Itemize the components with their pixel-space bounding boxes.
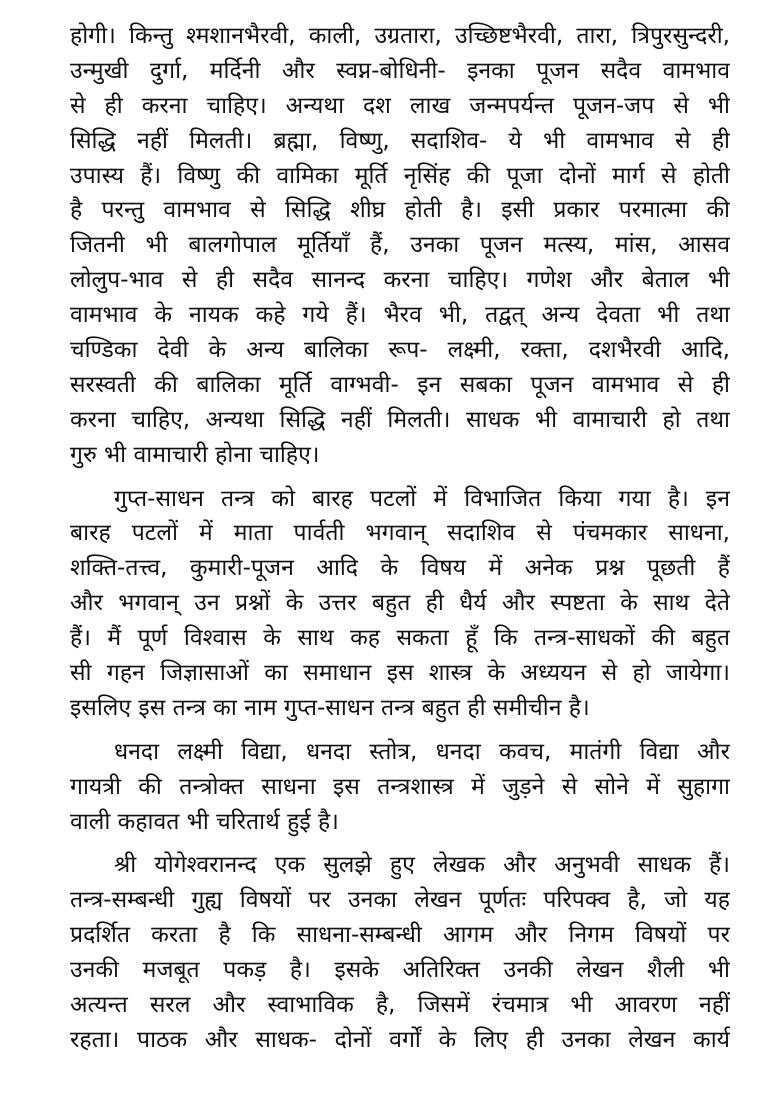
text-line: हैं। मैं पूर्ण विश्वास के साथ कह सकता हूँ कि तन्त्र-साधकों की बहुत: [70, 625, 730, 652]
paragraph-gap: [70, 839, 730, 848]
text-line: तन्त्र-सम्बन्धी गुह्य विषयों पर उनका लेखन पूर्णतः परिपक्व है, जो यह: [70, 887, 730, 914]
text-line: जितनी भी बालगोपाल मूर्तियाँ हैं, उनका पूजन मत्स्य, मांस, आसव: [70, 232, 730, 259]
text-line: बारह पटलों में माता पार्वती भगवान् सदाशिव से पंचमकार साधना,: [70, 520, 730, 547]
text-line: श्री योगेश्वरानन्द एक सुलझे हुए लेखक और अनुभवी साधक हैं।: [114, 852, 730, 879]
text-line: उपास्य हैं। विष्णु की वामिका मूर्ति नृसिंह की पूजा दोनों मार्ग से होती: [70, 162, 730, 189]
text-line: और भगवान् उन प्रश्नों के उत्तर बहुत ही धैर्य और स्पष्टता के साथ देते: [70, 590, 730, 617]
text-line: होगी। किन्तु श्मशानभैरवी, काली, उग्रतारा, उच्छिष्टभैरवी, तारा, त्रिपुरसुन्दरी,: [70, 23, 730, 49]
text-line: धनदा लक्ष्मी विद्या, धनदा स्तोत्र, धनदा कवच, मातंगी विद्या और: [114, 738, 730, 765]
paragraph-dhanada: [70, 735, 730, 840]
text-line: अत्यन्त सरल और स्वाभाविक है, जिसमें रंचमात्र भी आवरण नहीं: [70, 992, 730, 1019]
text-line: रहता। पाठक और साधक- दोनों वर्गों के लिए ही उनका लेखन कार्य: [70, 1026, 730, 1053]
paragraph-gupta-sadhana: [70, 482, 730, 726]
text-line: लोलुप-भाव से ही सदैव सानन्द करना चाहिए। गणेश और बेताल भी: [70, 267, 730, 294]
text-line: करना चाहिए, अन्यथा सिद्धि नहीं मिलती। साधक भी वामाचारी हो तथा: [70, 406, 730, 433]
text-line: गायत्री की तन्त्रोक्त साधना इस तन्त्रशास्त्र में जुड़ने से सोने में सुहागा: [70, 773, 730, 800]
text-line: वामभाव के नायक कहे गये हैं। भैरव भी, तद्वत् अन्य देवता भी तथा: [70, 302, 730, 329]
text-line: सरस्वती की बालिका मूर्ति वाग्भवी- इन सबका पूजन वामभाव से ही: [70, 371, 730, 398]
text-line: शक्ति-तत्त्व, कुमारी-पूजन आदि के विषय में अनेक प्रश्न पूछती हैं: [70, 555, 730, 582]
text-line: है परन्तु वामभाव से सिद्धि शीघ्र होती है। इसी प्रकार परमात्मा की: [70, 197, 730, 224]
paragraph-gap: [70, 473, 730, 482]
text-line: इसलिए इस तन्त्र का नाम गुप्त-साधन तन्त्र बहुत ही समीचीन है।: [70, 694, 590, 721]
text-line: गुप्त-साधन तन्त्र को बारह पटलों में विभाजित किया गया है। इन: [114, 485, 730, 512]
text-line: चण्डिका देवी के अन्य बालिका रूप- लक्ष्मी, रक्ता, दशभैरवी आदि,: [70, 337, 730, 364]
text-line: उन्मुखी दुर्गा, मर्दिनी और स्वप्न-बोधिनी- इनका पूजन सदैव वामभाव: [70, 57, 730, 84]
text-line: गुरु भी वामाचारी होना चाहिए।: [70, 441, 320, 468]
text-line: सी गहन जिज्ञासाओं का समाधान इस शास्त्र के अध्ययन से हो जायेगा।: [70, 660, 730, 687]
paragraph-author: [70, 848, 730, 1057]
paragraph-vamabhava: [70, 19, 730, 473]
text-line: वाली कहावत भी चरितार्थ हुई है।: [70, 808, 339, 835]
text-line: से ही करना चाहिए। अन्यथा दश लाख जन्मपर्यन्त पूजन-जप से भी: [70, 92, 730, 119]
text-line: प्रदर्शित करता है कि साधना-सम्बन्धी आगम और निगम विषयों पर: [70, 922, 730, 949]
paragraph-gap: [70, 726, 730, 735]
text-line: उनकी मजबूत पकड़ है। इसके अतिरिक्त उनकी लेखन शैली भी: [70, 957, 730, 984]
text-line: सिद्धि नहीं मिलती। ब्रह्मा, विष्णु, सदाशिव- ये भी वामभाव से ही: [70, 127, 730, 154]
